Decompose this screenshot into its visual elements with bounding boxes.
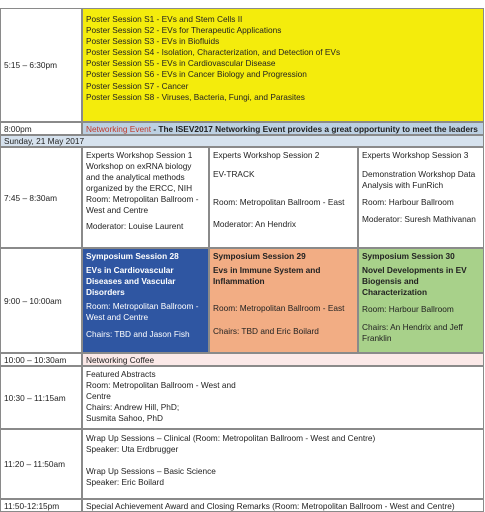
workshop-time: 7:45 – 8:30am: [4, 192, 58, 203]
poster-session-item: Poster Session S4 - Isolation, Characterization, and Detection of EVs: [86, 47, 341, 58]
wrapup-time: 11:20 – 11:50am: [4, 459, 66, 469]
symposium-room: Room: Harbour Ballroom: [362, 304, 454, 314]
networking-label: Networking Event: [86, 124, 152, 134]
symposium-topic: EVs in Cardiovascular Diseases and Vascular Disorders: [86, 265, 176, 297]
poster-sessions-cell: [82, 8, 484, 122]
symposium-title: Symposium Session 28: [86, 251, 179, 261]
abstracts-cell: [82, 366, 484, 429]
workshop-room: Room: Harbour Ballroom: [362, 197, 454, 207]
coffee-time-cell: [0, 353, 82, 366]
symposium-topic: Novel Developments in EV Biogensis and Characterization: [362, 265, 467, 297]
symposium-time-cell: [0, 248, 82, 353]
workshop-time-cell: [0, 147, 82, 248]
closing-time-cell: [0, 499, 82, 512]
poster-time-cell: [0, 8, 82, 122]
workshop-description: Workshop on exRNA biology and the analytical methods organized by the ERCC, NIH: [86, 161, 193, 193]
symposium-time: 9:00 – 10:00am: [4, 295, 62, 306]
networking-time: 8:00pm: [4, 123, 32, 134]
poster-session-item: Poster Session S8 - Viruses, Bacteria, Fungi, and Parasites: [86, 91, 305, 102]
workshop-moderator: Moderator: An Hendrix: [213, 219, 297, 229]
abstracts-time-cell: [0, 366, 82, 429]
poster-session-item: Poster Session S7 - Cancer: [86, 80, 189, 91]
closing-cell: [82, 499, 484, 512]
workshop-title: Experts Workshop Session 1: [86, 150, 193, 160]
symposium-session-28: [82, 248, 209, 353]
workshop-moderator: Moderator: Louise Laurent: [86, 221, 184, 231]
workshop-session-2: [209, 147, 358, 248]
date-header: Sunday, 21 May 2017: [4, 136, 85, 146]
spacer: [86, 455, 480, 466]
poster-session-item: Poster Session S2 - EVs for Therapeutic Applications: [86, 25, 282, 36]
poster-session-item: Poster Session S6 - EVs in Cancer Biology and Progression: [86, 69, 307, 80]
symposium-title: Symposium Session 30: [362, 251, 455, 261]
wrapup-clinical: Wrap Up Sessions – Clinical (Room: Metropolitan Ballroom - West and Centre): [86, 433, 376, 443]
symposium-chairs: Chairs: TBD and Jason Fish: [86, 329, 190, 339]
networking-time-cell: [0, 122, 82, 135]
wrapup-cell: [82, 429, 484, 499]
symposium-topic: Evs in Immune System and Inflammation: [213, 265, 321, 286]
workshop-moderator: Moderator: Suresh Mathivanan: [362, 214, 476, 224]
workshop-session-3: [358, 147, 484, 248]
abstracts-chairs: Susmita Sahoo, PhD: [86, 413, 164, 423]
wrapup-basic: Wrap Up Sessions – Basic Science: [86, 466, 216, 476]
symposium-session-30: [358, 248, 484, 353]
workshop-description: EV-TRACK: [213, 169, 255, 179]
coffee-label: Networking Coffee: [86, 355, 155, 365]
wrapup-clinical-speaker: Speaker: Uta Erdbrugger: [86, 444, 179, 454]
coffee-time: 10:00 – 10:30am: [4, 354, 67, 365]
symposium-session-29: [209, 248, 358, 353]
coffee-cell: [82, 353, 484, 366]
workshop-session-1: [82, 147, 209, 248]
poster-session-item: Poster Session S3 - EVs in Biofluids: [86, 36, 220, 47]
abstracts-chairs: Chairs: Andrew Hill, PhD;: [86, 402, 180, 412]
symposium-chairs: Chairs: An Hendrix and Jeff Franklin: [362, 322, 463, 343]
workshop-title: Experts Workshop Session 3: [362, 150, 469, 160]
abstracts-room: Room: Metropolitan Ballroom - West and Centre: [86, 380, 236, 401]
workshop-room: Room: Metropolitan Ballroom - East: [213, 197, 345, 207]
poster-session-item: Poster Session S5 - EVs in Cardiovascular Disease: [86, 58, 276, 69]
workshop-title: Experts Workshop Session 2: [213, 150, 320, 160]
workshop-room: Room: Metropolitan Ballroom - West and Centre: [86, 194, 199, 215]
wrapup-basic-speaker: Speaker: Eric Boilard: [86, 477, 164, 487]
symposium-room: Room: Metropolitan Ballroom - East: [213, 303, 345, 313]
networking-event-cell: [82, 122, 484, 135]
symposium-chairs: Chairs: TBD and Eric Boilard: [213, 326, 319, 336]
closing-text: Special Achievement Award and Closing Remarks (Room: Metropolitan Ballroom - West and Centre): [86, 501, 455, 511]
wrapup-time-cell: [0, 429, 82, 499]
symposium-title: Symposium Session 29: [213, 251, 306, 261]
date-header-row: [0, 135, 484, 147]
workshop-description: Demonstration Workshop Data Analysis with FunRich: [362, 169, 476, 190]
networking-text: - The ISEV2017 Networking Event provides a great opportunity to meet the leaders: [151, 124, 478, 134]
poster-session-item: Poster Session S1 - EVs and Stem Cells II: [86, 14, 243, 24]
symposium-room: Room: Metropolitan Ballroom - West and Centre: [86, 301, 199, 322]
closing-time: 11:50-12:15pm: [4, 500, 60, 511]
poster-time: 5:15 – 6:30pm: [4, 60, 58, 70]
abstracts-title: Featured Abstracts: [86, 369, 156, 379]
abstracts-time: 10:30 – 11:15am: [4, 392, 66, 403]
